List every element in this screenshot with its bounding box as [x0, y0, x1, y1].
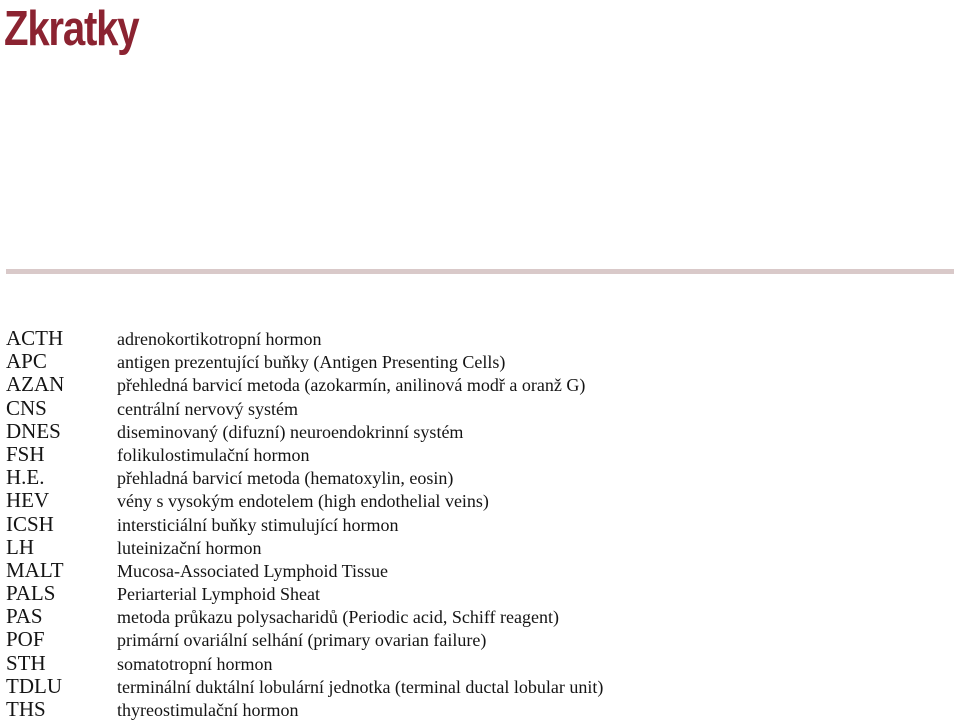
abbreviation-list	[0, 326, 960, 720]
abbreviation-row	[0, 372, 960, 395]
abbreviation-code: HEV	[6, 488, 50, 513]
abbreviation-description: přehledná barvicí metoda (azokarmín, anilinová modř a oranž G)	[117, 375, 586, 396]
abbreviation-row	[0, 627, 960, 650]
abbreviation-row	[0, 604, 960, 627]
abbreviation-row	[0, 651, 960, 674]
abbreviation-row	[0, 488, 960, 511]
abbreviation-description: přehladná barvicí metoda (hematoxylin, eosin)	[117, 468, 454, 489]
abbreviation-description: somatotropní hormon	[117, 653, 273, 674]
abbreviation-row	[0, 674, 960, 697]
abbreviation-row	[0, 581, 960, 604]
abbreviation-code: POF	[6, 627, 45, 652]
abbreviation-row	[0, 558, 960, 581]
abbreviation-row	[0, 326, 960, 349]
abbreviation-code: APC	[6, 349, 47, 374]
abbreviation-code: PALS	[6, 581, 56, 606]
abbreviation-description: vény s vysokým endotelem (high endothelial veins)	[117, 491, 489, 512]
abbreviation-description: luteinizační hormon	[117, 537, 262, 558]
abbreviation-code: AZAN	[6, 372, 65, 397]
abbreviation-row	[0, 442, 960, 465]
abbreviation-code: DNES	[6, 418, 61, 443]
abbreviation-row	[0, 419, 960, 442]
abbreviation-description: metoda průkazu polysacharidů (Periodic acid, Schiff reagent)	[117, 607, 560, 628]
abbreviation-description: centrální nervový systém	[117, 398, 298, 419]
abbreviation-code: FSH	[6, 441, 45, 466]
abbreviation-row	[0, 512, 960, 535]
abbreviation-code: MALT	[6, 557, 64, 582]
abbreviation-description: Mucosa-Associated Lymphoid Tissue	[117, 560, 389, 581]
abbreviation-description: diseminovaný (difuzní) neuroendokrinní systém	[117, 421, 464, 442]
abbreviation-description: adrenokortikotropní hormon	[117, 329, 322, 349]
abbreviation-code: STH	[6, 650, 46, 675]
abbreviation-description: terminální duktální lobulární jednotka (terminal ductal lobular unit)	[117, 676, 604, 697]
abbreviation-code: TDLU	[6, 673, 62, 698]
abbreviation-row	[0, 396, 960, 419]
abbreviation-code: H.E.	[6, 465, 45, 490]
abbreviation-row	[0, 697, 960, 720]
abbreviation-description: thyreostimulační hormon	[117, 700, 299, 720]
abbreviation-code: ACTH	[6, 326, 64, 350]
page-title: Zkratky	[4, 2, 139, 56]
abbreviation-code: CNS	[6, 395, 47, 420]
abbreviation-row	[0, 465, 960, 488]
abbreviation-description: primární ovariální selhání (primary ovarian failure)	[117, 630, 487, 651]
abbreviation-description: Periarterial Lymphoid Sheat	[117, 584, 320, 605]
abbreviation-row	[0, 535, 960, 558]
abbreviation-description: antigen prezentující buňky (Antigen Presenting Cells)	[117, 352, 506, 373]
section-divider	[6, 269, 954, 274]
abbreviation-code: LH	[6, 534, 34, 559]
abbreviation-description: folikulostimulační hormon	[117, 444, 310, 465]
abbreviation-code: ICSH	[6, 511, 54, 536]
abbreviation-row	[0, 349, 960, 372]
abbreviation-description: intersticiální buňky stimulující hormon	[117, 514, 399, 535]
abbreviation-code: THS	[6, 697, 46, 721]
abbreviation-code: PAS	[6, 604, 43, 629]
